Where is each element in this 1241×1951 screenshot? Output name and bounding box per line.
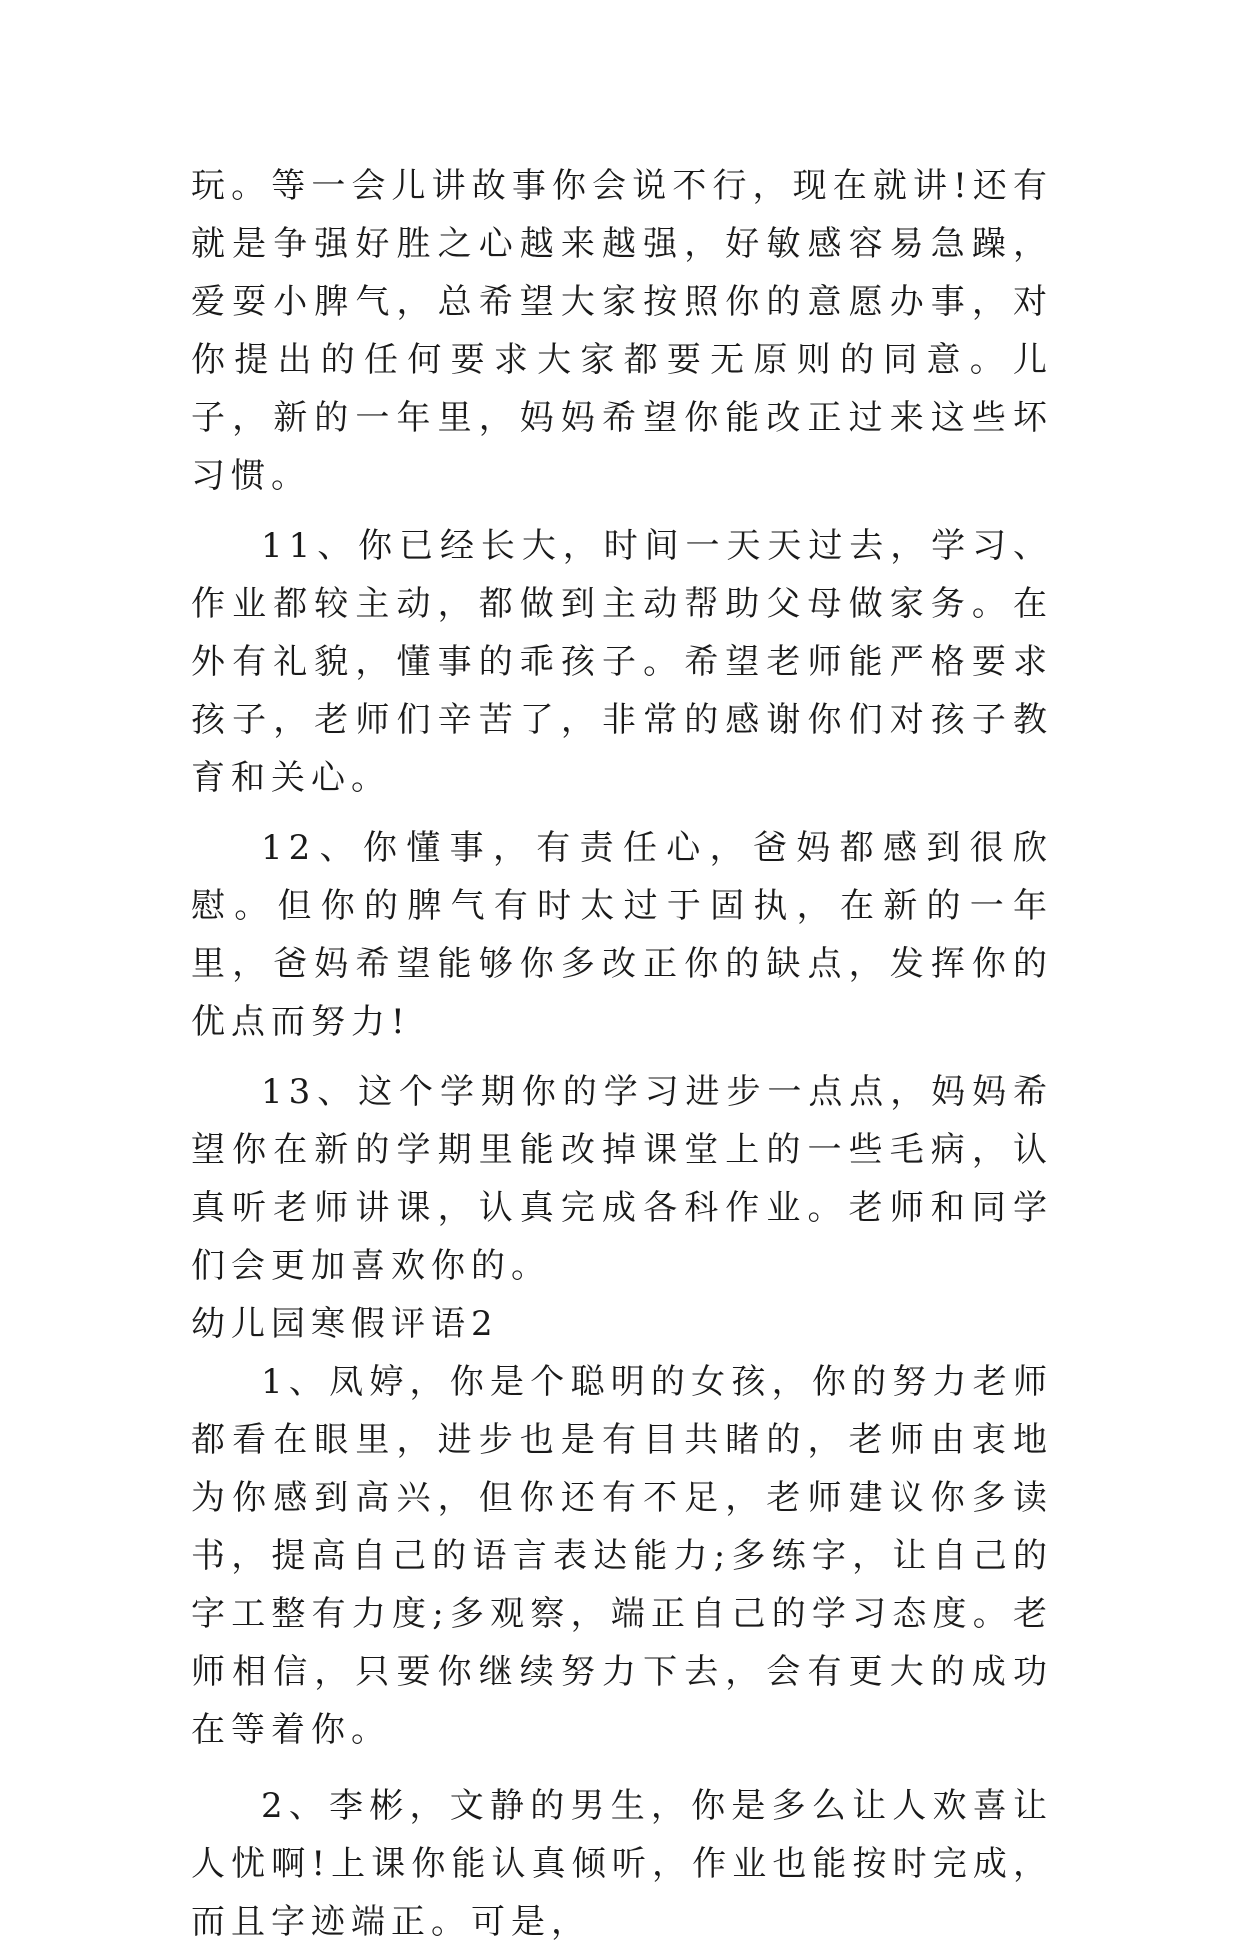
paragraph-11: 11、你已经长大，时间一天天过去，学习、作业都较主动，都做到主动帮助父母做家务。在外有礼貌，懂事的乖孩子。希望老师能严格要求孩子，老师们辛苦了，非常的感谢你们对孩子教育和关心。 (191, 526, 1053, 798)
paragraph-13: 13、这个学期你的学习进步一点点，妈妈希望你在新的学期里能改掉课堂上的一些毛病，认真听老师讲课，认真完成各科作业。老师和同学们会更加喜欢你的。 (191, 1072, 1053, 1286)
paragraph-1: 1、凤婷，你是个聪明的女孩，你的努力老师都看在眼里，进步也是有目共睹的，老师由衷地为你感到高兴，但你还有不足，老师建议你多读书，提高自己的语言表达能力;多练字，让自己的字工整有力度;多观察，端正自己的学习态度。老师相信，只要你继续努力下去，会有更大的成功在等着你。 (191, 1362, 1053, 1750)
document-body (191, 157, 1053, 1951)
paragraph-12: 12、你懂事，有责任心，爸妈都感到很欣慰。但你的脾气有时太过于固执，在新的一年里，爸妈希望能够你多改正你的缺点，发挥你的优点而努力! (191, 828, 1053, 1042)
section-heading: 幼儿园寒假评语2 (191, 1304, 499, 1344)
paragraph-continuation: 玩。等一会儿讲故事你会说不行，现在就讲!还有就是争强好胜之心越来越强，好敏感容易急躁，爱耍小脾气，总希望大家按照你的意愿办事，对你提出的任何要求大家都要无原则的同意。儿子，新的一年里，妈妈希望你能改正过来这些坏习惯。 (191, 166, 1053, 496)
paragraph-2: 2、李彬，文静的男生，你是多么让人欢喜让人忧啊!上课你能认真倾听，作业也能按时完成，而且字迹端正。可是， (191, 1786, 1053, 1942)
